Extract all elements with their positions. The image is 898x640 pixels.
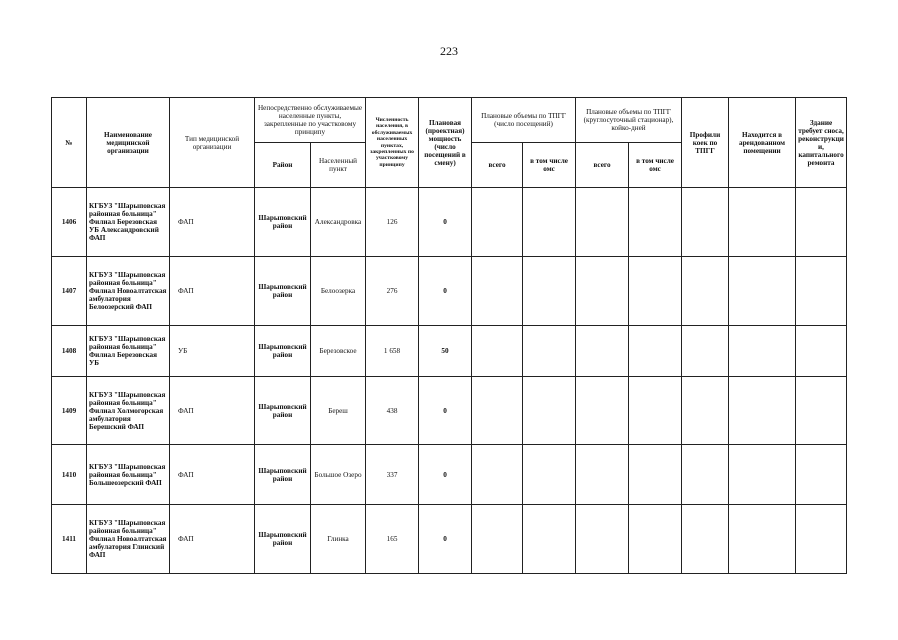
empty-cell — [523, 188, 576, 257]
row-num: 1407 — [52, 257, 87, 326]
header-capacity: Плановая (проектная) мощность (число посещений в смену) — [419, 98, 472, 188]
empty-cell — [796, 326, 847, 377]
table-row — [52, 257, 847, 326]
empty-cell — [729, 326, 796, 377]
row-num: 1408 — [52, 326, 87, 377]
table-row — [52, 505, 847, 574]
table-row — [52, 445, 847, 505]
row-type: ФАП — [170, 188, 255, 257]
row-capacity: 0 — [419, 445, 472, 505]
empty-cell — [729, 257, 796, 326]
row-population: 1 658 — [366, 326, 419, 377]
empty-cell — [523, 505, 576, 574]
row-type: ФАП — [170, 505, 255, 574]
empty-cell — [472, 257, 523, 326]
row-population: 276 — [366, 257, 419, 326]
empty-cell — [576, 505, 629, 574]
empty-cell — [729, 377, 796, 445]
row-settlement: Александровка — [311, 188, 366, 257]
empty-cell — [629, 505, 682, 574]
empty-cell — [682, 445, 729, 505]
row-type: ФАП — [170, 445, 255, 505]
row-num: 1410 — [52, 445, 87, 505]
empty-cell — [682, 505, 729, 574]
empty-cell — [682, 377, 729, 445]
row-org: КГБУЗ "Шарыповская районная больница" Филиал Новоалтатская амбулатория Белоозерский ФАП — [87, 257, 170, 326]
table-row — [52, 188, 847, 257]
empty-cell — [682, 326, 729, 377]
row-settlement: Белоозерка — [311, 257, 366, 326]
row-type: ФАП — [170, 257, 255, 326]
header-district: Район — [255, 143, 311, 188]
empty-cell — [729, 188, 796, 257]
empty-cell — [576, 445, 629, 505]
empty-cell — [796, 188, 847, 257]
header-tpgg-visits: Плановые объемы по ТПГГ (число посещений) — [472, 98, 576, 143]
row-capacity: 50 — [419, 326, 472, 377]
empty-cell — [523, 257, 576, 326]
header-oms-beds: в том числе омс — [629, 143, 682, 188]
row-settlement: Береш — [311, 377, 366, 445]
header-total-beds: всего — [576, 143, 629, 188]
row-population: 438 — [366, 377, 419, 445]
empty-cell — [629, 188, 682, 257]
empty-cell — [523, 326, 576, 377]
row-population: 165 — [366, 505, 419, 574]
header-org: Наименование медицинской организации — [87, 98, 170, 188]
empty-cell — [796, 505, 847, 574]
empty-cell — [523, 445, 576, 505]
empty-cell — [472, 326, 523, 377]
header-oms-visits: в том числе омс — [523, 143, 576, 188]
row-type: УБ — [170, 326, 255, 377]
empty-cell — [576, 188, 629, 257]
empty-cell — [796, 257, 847, 326]
row-capacity: 0 — [419, 257, 472, 326]
row-org: КГБУЗ "Шарыповская районная больница" Большеозерский ФАП — [87, 445, 170, 505]
row-district: Шарыповский район — [255, 257, 311, 326]
row-district: Шарыповский район — [255, 445, 311, 505]
header-served-group: Непосредственно обслуживаемые населенные пункты, закрепленные по участковому принципу — [255, 98, 366, 143]
empty-cell — [796, 377, 847, 445]
empty-cell — [523, 377, 576, 445]
empty-cell — [629, 445, 682, 505]
facilities-table — [51, 97, 847, 574]
header-num: № — [52, 98, 87, 188]
row-district: Шарыповский район — [255, 377, 311, 445]
row-org: КГБУЗ "Шарыповская районная больница" Филиал Березовская УБ — [87, 326, 170, 377]
row-type: ФАП — [170, 377, 255, 445]
empty-cell — [682, 188, 729, 257]
row-settlement: Большое Озеро — [311, 445, 366, 505]
header-bed-profile: Профили коек по ТПГГ — [682, 98, 729, 188]
header-settlement: Населенный пункт — [311, 143, 366, 188]
row-capacity: 0 — [419, 377, 472, 445]
page-number: 223 — [440, 44, 458, 58]
table-row — [52, 326, 847, 377]
row-district: Шарыповский район — [255, 326, 311, 377]
empty-cell — [576, 377, 629, 445]
row-settlement: Глинка — [311, 505, 366, 574]
empty-cell — [629, 257, 682, 326]
header-total-visits: всего — [472, 143, 523, 188]
empty-cell — [729, 505, 796, 574]
row-district: Шарыповский район — [255, 505, 311, 574]
empty-cell — [472, 377, 523, 445]
row-num: 1409 — [52, 377, 87, 445]
row-org: КГБУЗ "Шарыповская районная больница" Филиал Новоалтатская амбулатория Глинский ФАП — [87, 505, 170, 574]
empty-cell — [472, 505, 523, 574]
row-capacity: 0 — [419, 505, 472, 574]
row-population: 337 — [366, 445, 419, 505]
empty-cell — [472, 188, 523, 257]
row-district: Шарыповский район — [255, 188, 311, 257]
empty-cell — [629, 377, 682, 445]
header-rented: Находится в арендованном помещении — [729, 98, 796, 188]
empty-cell — [629, 326, 682, 377]
empty-cell — [576, 257, 629, 326]
table-row — [52, 377, 847, 445]
empty-cell — [796, 445, 847, 505]
empty-cell — [729, 445, 796, 505]
row-num: 1411 — [52, 505, 87, 574]
header-tpgg-beds: Плановые объемы по ТПГГ (круглосуточный стационар), койко-дней — [576, 98, 682, 143]
header-population: Численность населения, в обслуживаемых населенных пунктах, закрепленных по участковому принципу — [366, 98, 419, 188]
row-population: 126 — [366, 188, 419, 257]
header-type: Тип медицинской организации — [170, 98, 255, 188]
row-num: 1406 — [52, 188, 87, 257]
empty-cell — [576, 326, 629, 377]
empty-cell — [472, 445, 523, 505]
empty-cell — [682, 257, 729, 326]
row-settlement: Березовское — [311, 326, 366, 377]
row-org: КГБУЗ "Шарыповская районная больница" Филиал Холмогорская амбулатория Берешский ФАП — [87, 377, 170, 445]
row-capacity: 0 — [419, 188, 472, 257]
row-org: КГБУЗ "Шарыповская районная больница" Филиал Березовская УБ Александровский ФАП — [87, 188, 170, 257]
header-building: Здание требует сноса, реконструкции, капитального ремонта — [796, 98, 847, 188]
